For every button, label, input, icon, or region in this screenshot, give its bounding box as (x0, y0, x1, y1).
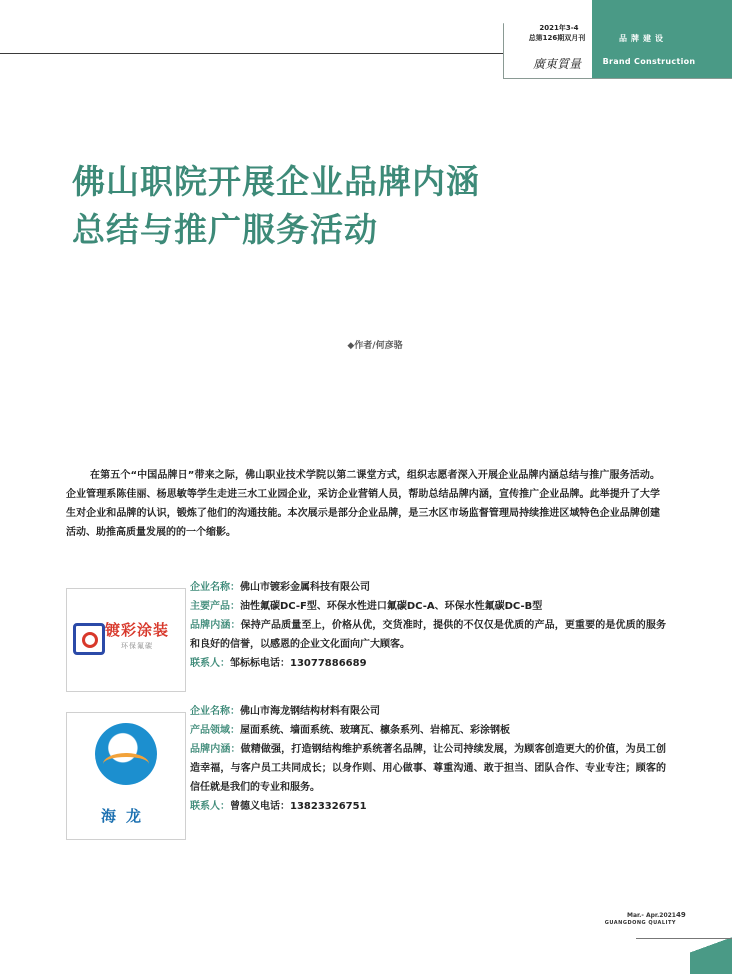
article-intro: 在第五个“中国品牌日”带来之际，佛山职业技术学院以第二课堂方式，组织志愿者深入开展企业品牌内涵总结与推广服务活动。企业管理系陈佳丽、杨思敏等学生走进三水工业园企业，采访企业营销人员，帮助总结品牌内涵，宣传推广企业品牌。此举提升了大学生对企业和品牌的认识，锻炼了他们的沟通技能。本次展示是部分企业品牌，是三水区市场监督管理局持续推进区域特色企业品牌创建活动、助推高质量发展的的一个缩影。 (66, 470, 660, 538)
header-section-en: Brand Construction (602, 57, 696, 66)
dc-logo-icon (73, 623, 105, 655)
company-product-label: 主要产品： (190, 601, 240, 612)
company-brand-label: 品牌内涵： (190, 620, 241, 631)
company-brand: 做精做强，打造钢结构维护系统著名品牌，让公司持续发展，为顾客创造更大的价值，为员工创造幸福，与客户员工共同成长；以身作则、用心做事、尊重沟通、敢于担当、团队合作、专业专注；顾客的信任就是我们的专业和服务。 (190, 744, 667, 793)
company-product: 屋面系统、墙面系统、玻璃瓦、檩条系列、岩棉瓦、彩涂钢板 (240, 725, 510, 736)
header-corner-cut (503, 0, 527, 24)
header-date: 2021年3-4 (539, 24, 579, 32)
article-title-line2: 总结与推广服务活动 (72, 210, 378, 249)
company-brand: 保持产品质量至上，价格从优，交货准时，提供的不仅仅是优质的产品，更重要的是优质的服务和良好的信誉，以感恩的企业文化面向广大顾客。 (190, 620, 667, 650)
company-contact: 曾德义电话：13823326751 (230, 801, 367, 812)
company-name: 佛山市镀彩金属科技有限公司 (240, 582, 370, 593)
header-section: 品牌建设 (619, 34, 667, 43)
company-logo (66, 588, 186, 692)
company-logo-text: 镀彩涂装 (105, 621, 170, 639)
article-title (72, 158, 592, 254)
company-logo-text: 海龙 (100, 807, 151, 825)
company-product-label: 产品领域： (190, 725, 240, 736)
company-name-label: 企业名称： (190, 582, 240, 593)
article-author: ◆作者/何彦骆 (347, 341, 403, 351)
company-contact-label: 联系人： (190, 658, 230, 669)
company-info (190, 702, 666, 816)
header-issue: 总第126期双月刊 (528, 34, 586, 42)
footer-magazine-name: GUANGDONG QUALITY (604, 920, 676, 926)
page-number: 49 (676, 911, 686, 919)
footer-date: Mar.- Apr.2021 (626, 912, 676, 919)
company-contact-label: 联系人： (190, 801, 230, 812)
wave-icon (103, 753, 149, 775)
company-name-label: 企业名称： (190, 706, 240, 717)
header-magazine-name: 廣東質量 (532, 57, 581, 71)
company-product: 油性氟碳DC-F型、环保水性进口氟碳DC-A、环保水性氟碳DC-B型 (240, 601, 543, 612)
company-name: 佛山市海龙钢结构材料有限公司 (240, 706, 380, 717)
company-contact: 邹标标电话：13077886689 (230, 658, 367, 669)
footer-rule (636, 938, 732, 939)
footer-accent (690, 928, 732, 974)
company-info (190, 578, 666, 673)
company-logo (66, 712, 186, 840)
company-logo-subtext: 环保氟碳 (121, 642, 153, 650)
company-brand-label: 品牌内涵： (190, 744, 241, 755)
article-title-line1: 佛山职院开展企业品牌内涵 (72, 162, 480, 201)
